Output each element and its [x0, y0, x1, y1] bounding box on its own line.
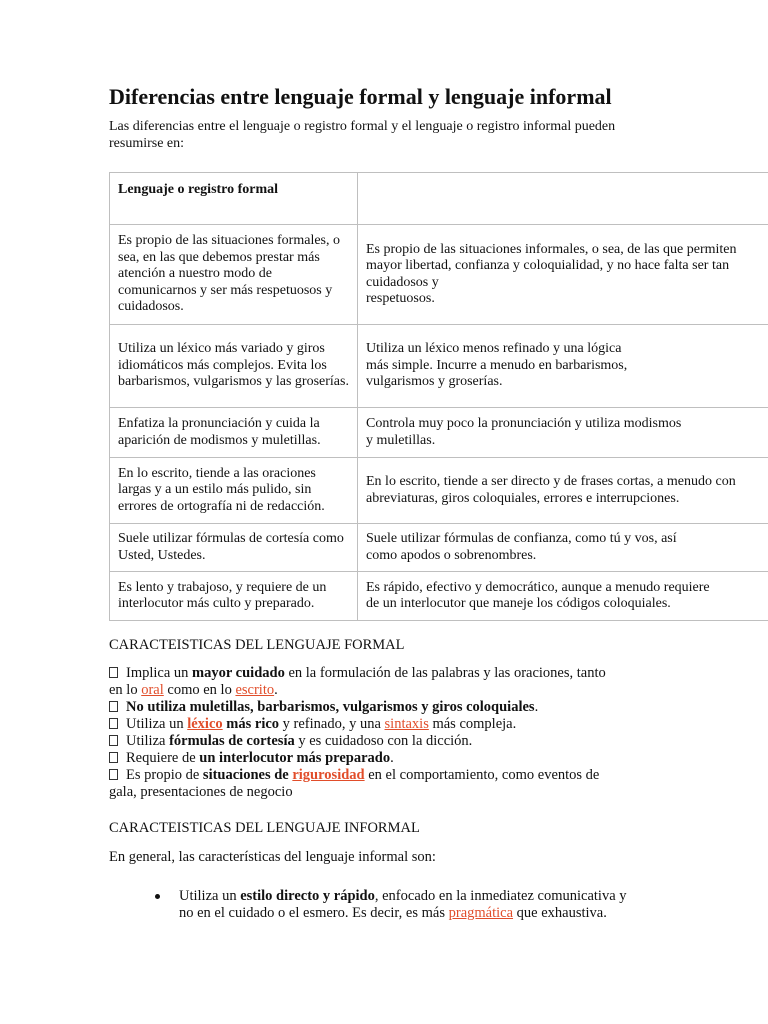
cell-formal: En lo escrito, tiende a las oraciones largas y a un estilo más pulido, sin errores de ortografía ni de redacción.	[110, 458, 358, 524]
link-escrito[interactable]: escrito	[235, 682, 275, 698]
link-lexico[interactable]: léxico	[187, 716, 223, 732]
comparison-table	[109, 172, 768, 621]
cell-informal: Es rápido, efectivo y democrático, aunque a menudo requiere de un interlocutor que maneje los códigos coloquiales.	[358, 572, 768, 621]
checkbox-bullet-icon	[109, 769, 118, 780]
table-row	[110, 408, 768, 458]
cell-formal: Es propio de las situaciones formales, o sea, en las que debemos prestar más atención a nuestro modo de comunicarnos y ser más respetuosos y cuidadosos.	[110, 225, 358, 325]
table-row	[110, 524, 768, 572]
list-item: Utiliza fórmulas de cortesía y es cuidadoso con la dicción.	[109, 733, 669, 750]
header-informal	[358, 173, 768, 225]
cell-formal: Suele utilizar fórmulas de cortesía como Usted, Ustedes.	[110, 524, 358, 572]
list-item: Es propio de situaciones de rigurosidad en el comportamiento, como eventos de	[109, 767, 669, 784]
informal-intro: En general, las características del lenguaje informal son:	[109, 849, 436, 865]
checkbox-bullet-icon	[109, 718, 118, 729]
link-rigurosidad[interactable]: rigurosidad	[292, 767, 365, 783]
page-title: Diferencias entre lenguaje formal y lenguaje informal	[109, 84, 612, 109]
cell-informal: En lo escrito, tiende a ser directo y de frases cortas, a menudo con abreviaturas, giros coloquiales, errores e interrupciones.	[358, 458, 768, 524]
informal-section-title: CARACTEISTICAS DEL LENGUAJE INFORMAL	[109, 820, 420, 836]
table-header-row	[110, 173, 768, 225]
checkbox-bullet-icon	[109, 667, 118, 678]
list-item-continuation: en lo oral como en lo escrito.	[109, 682, 278, 698]
list-item: Utiliza un léxico más rico y refinado, y una sintaxis más compleja.	[109, 716, 669, 733]
cell-formal: Enfatiza la pronunciación y cuida la aparición de modismos y muletillas.	[110, 408, 358, 458]
link-oral[interactable]: oral	[141, 682, 164, 698]
list-item: Utiliza un estilo directo y rápido, enfocado en la inmediatez comunicativa y no en el cuidado o el esmero. Es decir, es más pragmática que exhaustiva.	[155, 888, 675, 922]
list-item: Implica un mayor cuidado en la formulación de las palabras y las oraciones, tanto	[109, 665, 669, 682]
table-row	[110, 458, 768, 524]
cell-formal: Utiliza un léxico más variado y giros idiomáticos más complejos. Evita los barbarismos, vulgarismos y las groserías.	[110, 325, 358, 408]
list-item-continuation: gala, presentaciones de negocio	[109, 784, 293, 800]
formal-section-title: CARACTEISTICAS DEL LENGUAJE FORMAL	[109, 637, 405, 653]
intro-paragraph: Las diferencias entre el lenguaje o registro formal y el lenguaje o registro informal pueden resumirse en:	[109, 119, 616, 151]
table-row	[110, 325, 768, 408]
link-pragmatica[interactable]: pragmática	[448, 905, 514, 921]
table-row	[110, 225, 768, 325]
cell-informal: Utiliza un léxico menos refinado y una lógica más simple. Incurre a menudo en barbarismos, vulgarismos y groserías.	[358, 325, 768, 408]
cell-informal: Es propio de las situaciones informales, o sea, de las que permiten mayor libertad, confianza y coloquialidad, y no hace falta ser tan cuidadosos y respetuosos.	[358, 225, 768, 325]
link-sintaxis[interactable]: sintaxis	[384, 716, 429, 732]
list-item: No utiliza muletillas, barbarismos, vulgarismos y giros coloquiales.	[109, 699, 669, 716]
cell-informal: Controla muy poco la pronunciación y utiliza modismos y muletillas.	[358, 408, 768, 458]
cell-formal: Es lento y trabajoso, y requiere de un interlocutor más culto y preparado.	[110, 572, 358, 621]
checkbox-bullet-icon	[109, 735, 118, 746]
checkbox-bullet-icon	[109, 752, 118, 763]
table-row	[110, 572, 768, 621]
formal-bullet-list	[109, 665, 669, 801]
bullet-dot-icon	[155, 894, 160, 899]
cell-informal: Suele utilizar fórmulas de confianza, como tú y vos, así como apodos o sobrenombres.	[358, 524, 768, 572]
list-item: Requiere de un interlocutor más preparado.	[109, 750, 669, 767]
checkbox-bullet-icon	[109, 701, 118, 712]
header-formal: Lenguaje o registro formal	[110, 173, 358, 225]
informal-bullet-list	[155, 888, 675, 922]
